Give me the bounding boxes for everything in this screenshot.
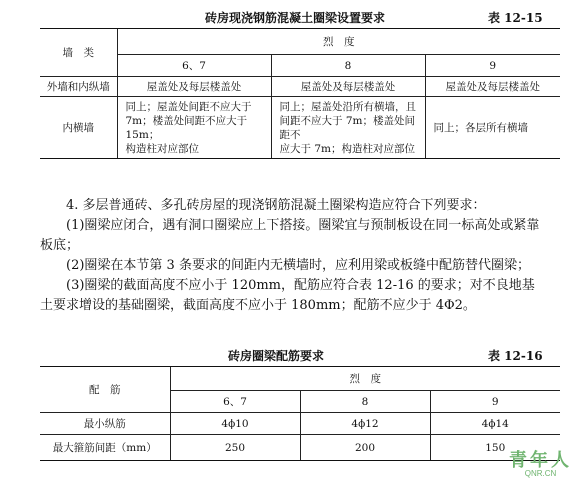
table2-intensity-header: 烈 度 [170,367,560,391]
row-label: 最大箍筋间距（mm） [40,435,170,461]
table-cell: 4ϕ14 [430,413,560,435]
cell-line: 同上；屋盖处沿所有横墙，且 [279,100,416,113]
table-cell: 屋盖处及每层楼盖处 [271,77,425,97]
watermark-text: 青年人 [509,450,572,471]
paragraph-heading: 4. 多层普通砖、多孔砖房屋的现浇钢筋混凝土圈梁构造应符合下列要求： [66,198,486,213]
table1-intensity-header: 烈 度 [117,29,560,55]
table-cell: 250 [170,435,300,461]
paragraph [40,196,545,316]
cell-line: 7m；楼盖处间距不应大于15m； [125,114,248,141]
table-cell: 同上；各层所有横墙 [425,97,560,159]
row-label: 最小纵筋 [40,413,170,435]
cell-line: 应大于 7m；构造柱对应部位 [279,142,415,155]
table2-col-8: 8 [300,391,430,413]
table1-col-8: 8 [271,55,425,77]
cell-line: 同上；屋盖处间距不应大于 [125,100,252,113]
row-label: 内横墙 [40,97,117,159]
table1-title: 砖房现浇钢筋混凝土圈梁设置要求 [205,11,386,25]
cell-line: 间距不应大于 7m；楼盖处间距不 [279,114,415,141]
table-cell: 屋盖处及每层楼盖处 [425,77,560,97]
watermark-url: QNR.CN [524,469,557,478]
table-row [40,413,560,435]
table1-number: 表 12-15 [488,11,543,25]
table-cell: 200 [300,435,430,461]
paragraph-item-1: (1)圈梁应闭合，遇有洞口圈梁应上下搭接。圈梁宜与预制板设在同一标高处或紧靠板底； [40,218,540,253]
paragraph-item-2: (2)圈梁在本节第 3 条要求的间距内无横墙时，应利用梁或板缝中配筋替代圈梁； [66,258,530,273]
table1-wall-header: 墙 类 [40,29,117,77]
table2-col-6-7: 6、7 [170,391,300,413]
table-cell: 150 [430,435,560,461]
table-cell [271,97,425,159]
paragraph-item-3: (3)圈梁的截面高度不应小于 120mm，配筋应符合表 12-16 的要求；对不良地基土要求增设的基础圈梁，截面高度不应小于 180mm；配筋不应少于 4Φ2。 [40,278,535,313]
table1-col-6-7: 6、7 [117,55,271,77]
table1 [40,28,560,159]
table2-rebar-header: 配 筋 [40,367,170,413]
row-label: 外墙和内纵墙 [40,77,117,97]
table-cell: 屋盖处及每层楼盖处 [117,77,271,97]
table1-subheader-row [40,55,560,77]
table1-header-row [40,29,560,55]
table-cell [117,97,271,159]
table-cell: 4ϕ10 [170,413,300,435]
table2-header-row [40,367,560,391]
table-row [40,77,560,97]
table2-number: 表 12-16 [488,349,543,363]
table2 [40,366,560,461]
table2-col-9: 9 [430,391,560,413]
table2-title: 砖房圈梁配筋要求 [228,349,325,363]
table-cell: 4ϕ12 [300,413,430,435]
table-row [40,97,560,159]
table1-col-9: 9 [425,55,560,77]
watermark-logo [509,446,572,478]
cell-line: 构造柱对应部位 [125,142,199,155]
table-row [40,435,560,461]
